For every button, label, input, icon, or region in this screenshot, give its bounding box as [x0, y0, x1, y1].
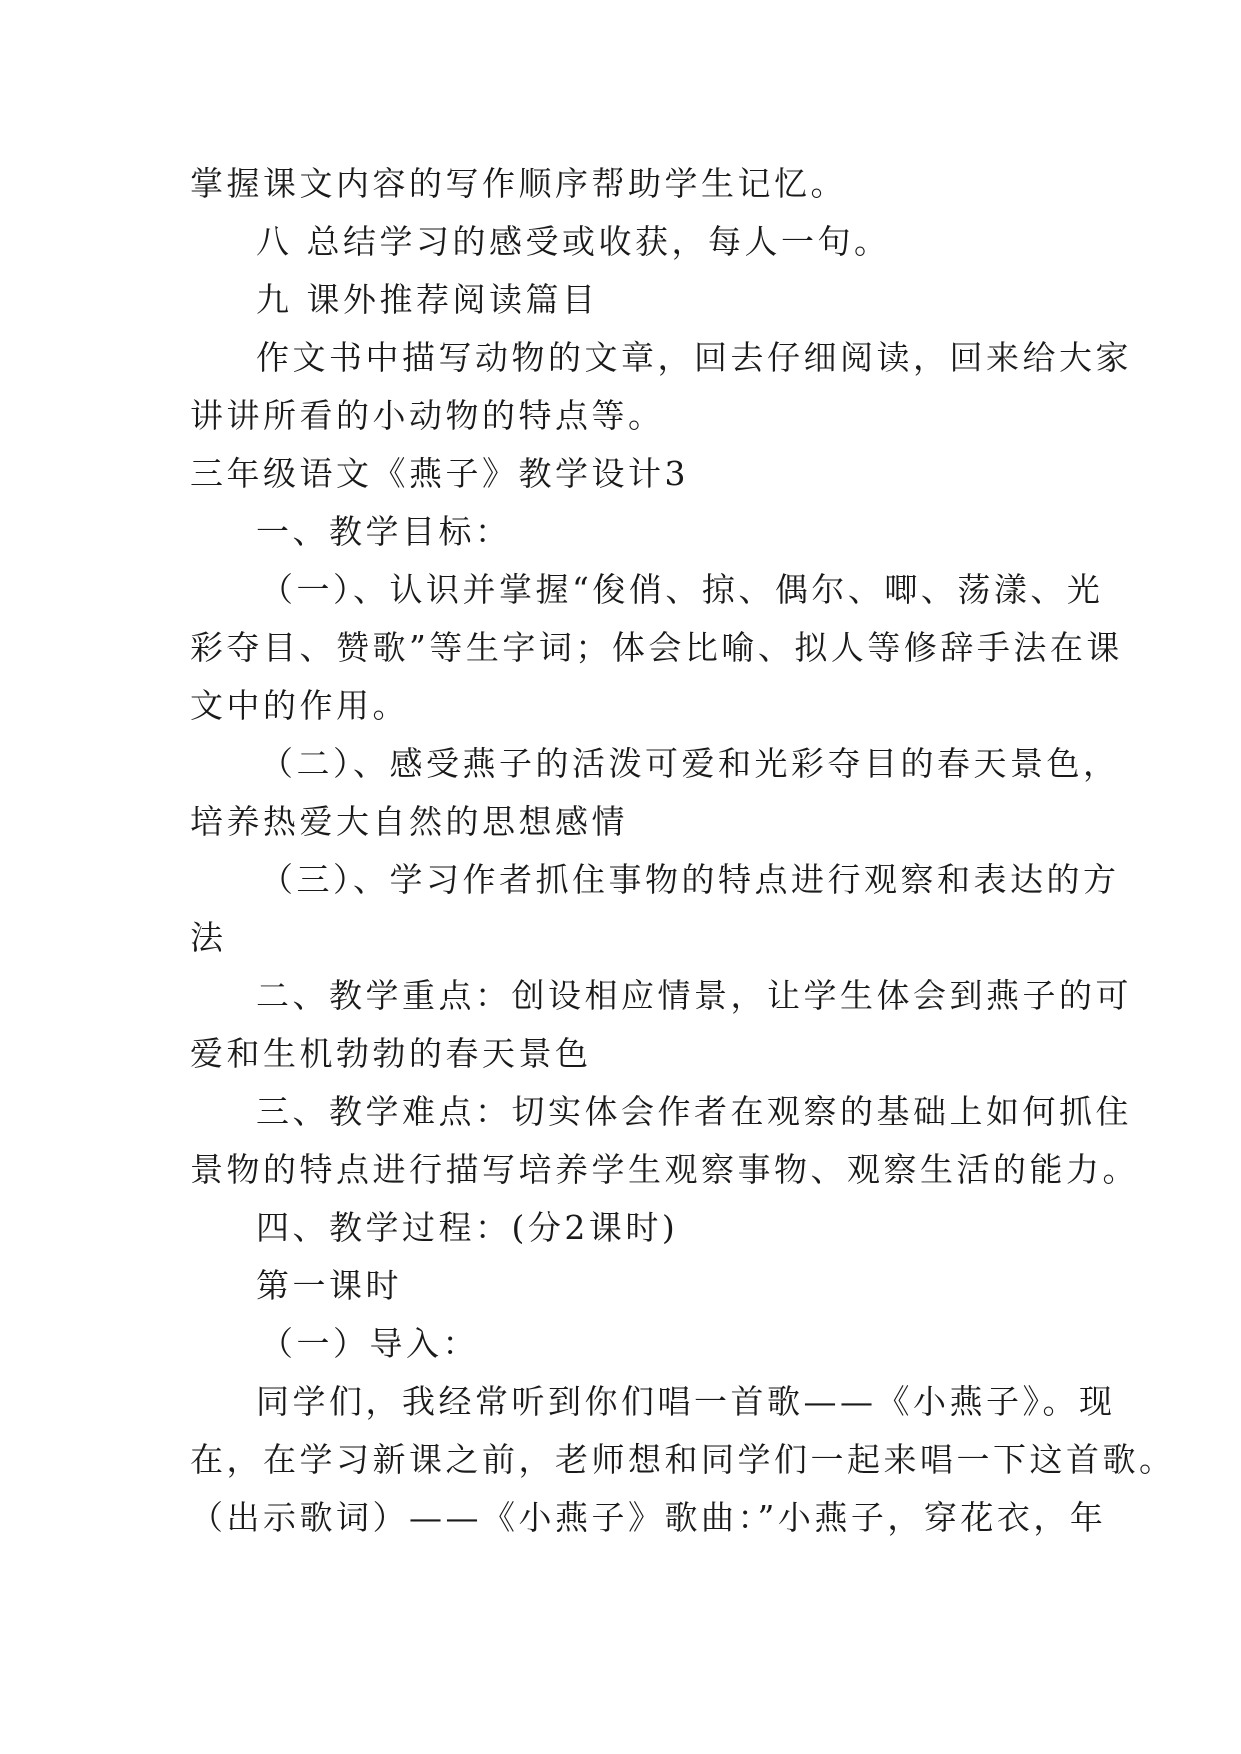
text-line: （二）、感受燕子的活泼可爱和光彩夺目的春天景色，	[260, 744, 1120, 783]
text-line: （一）、认识并掌握“俊俏、掠、偶尔、唧、荡漾、光	[260, 570, 1104, 609]
text-line: 二、教学重点：创设相应情景，让学生体会到燕子的可	[256, 976, 1132, 1015]
text-line: 爱和生机勃勃的春天景色	[190, 1034, 592, 1073]
text-line: （三）、学习作者抓住事物的特点进行观察和表达的方	[260, 860, 1120, 899]
text-line: 文中的作用。	[190, 686, 409, 725]
text-line: 法	[190, 918, 227, 957]
text-line: 彩夺目、赞歌”等生字词；体会比喻、拟人等修辞手法在课	[190, 628, 1123, 667]
text-line: 九 课外推荐阅读篇目	[256, 280, 599, 319]
text-line: 一、教学目标：	[256, 512, 512, 551]
text-line: 在，在学习新课之前，老师想和同学们一起来唱一下这首歌。	[190, 1440, 1176, 1479]
text-line: 作文书中描写动物的文章，回去仔细阅读，回来给大家	[256, 338, 1132, 377]
text-line: 景物的特点进行描写培养学生观察事物、观察生活的能力。	[190, 1150, 1139, 1189]
text-line: （一）导入：	[260, 1324, 479, 1363]
text-line: 四、教学过程：(分2课时)	[256, 1208, 679, 1247]
text-line: （出示歌词）——《小燕子》歌曲：”小燕子，穿花衣，年	[190, 1498, 1107, 1537]
text-line: 第一课时	[256, 1266, 402, 1305]
section-heading: 三年级语文《燕子》教学设计3	[190, 454, 689, 493]
text-line: 八 总结学习的感受或收获，每人一句。	[256, 222, 891, 261]
text-line: 培养热爱大自然的思想感情	[190, 802, 628, 841]
text-line: 同学们，我经常听到你们唱一首歌——《小燕子》。现	[256, 1382, 1116, 1421]
text-line: 三、教学难点：切实体会作者在观察的基础上如何抓住	[256, 1092, 1132, 1131]
text-line: 讲讲所看的小动物的特点等。	[190, 396, 665, 435]
text-line: 掌握课文内容的写作顺序帮助学生记忆。	[190, 164, 847, 203]
body-text	[190, 155, 1176, 1547]
